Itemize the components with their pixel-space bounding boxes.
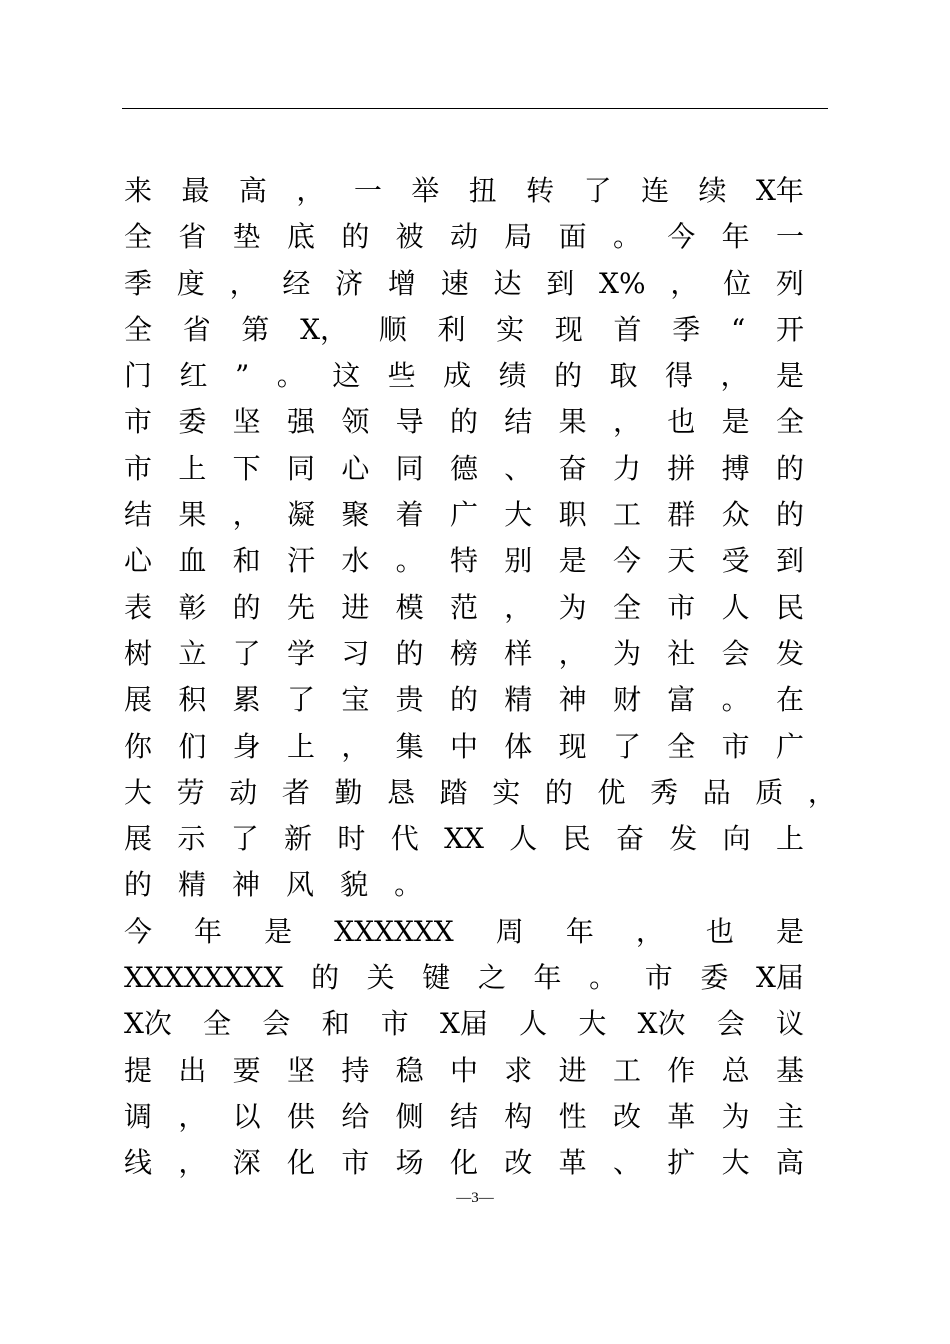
text-token: 民 <box>562 822 591 856</box>
text-line <box>124 446 804 492</box>
text-token: 。 <box>276 359 305 393</box>
text-token: 的 <box>449 683 478 717</box>
text-token: 为 <box>721 1099 750 1133</box>
text-token: 树 <box>124 636 153 670</box>
text-token: 领 <box>341 405 370 439</box>
text-token: 体 <box>504 729 533 763</box>
text-token: 成 <box>443 359 472 393</box>
text-token: 劳 <box>176 775 205 809</box>
text-token: 汗 <box>286 544 315 578</box>
text-token: 大 <box>578 1007 607 1041</box>
text-token: 力 <box>612 451 641 485</box>
text-token: ， <box>178 1146 207 1180</box>
text-token: 、 <box>612 1146 641 1180</box>
text-token: 关 <box>366 961 395 995</box>
text-token: 和 <box>232 544 261 578</box>
text-token: 强 <box>286 405 315 439</box>
text-token: 立 <box>178 636 207 670</box>
text-token: 以 <box>232 1099 261 1133</box>
text-token: 别 <box>504 544 533 578</box>
text-token: 动 <box>229 775 258 809</box>
text-token: 同 <box>395 451 424 485</box>
text-token: X次 <box>124 1007 172 1041</box>
text-token: 市 <box>341 1146 370 1180</box>
text-token: 今 <box>124 914 153 948</box>
text-token: 今 <box>667 220 696 254</box>
text-token: 搏 <box>721 451 750 485</box>
text-token: 的 <box>124 868 153 902</box>
text-token: ， <box>558 636 587 670</box>
text-token: ， <box>807 775 836 809</box>
text-token: 为 <box>558 590 587 624</box>
text-token: 稳 <box>395 1053 424 1087</box>
text-token: ， <box>296 174 325 207</box>
text-token: 季 <box>124 266 153 300</box>
text-token: 。 <box>589 961 618 995</box>
text-token: 彰 <box>178 590 207 624</box>
text-token: 水 <box>341 544 370 578</box>
text-token: 一 <box>353 174 382 207</box>
text-token: 的 <box>775 451 804 485</box>
text-token: 代 <box>390 822 419 856</box>
text-token: 特 <box>449 544 478 578</box>
text-token: 们 <box>178 729 207 763</box>
text-token: 的 <box>232 590 261 624</box>
text-token: 心 <box>341 451 370 485</box>
text-token: 革 <box>667 1099 696 1133</box>
text-token: 化 <box>449 1146 478 1180</box>
text-token: 一 <box>775 220 804 254</box>
text-line <box>124 909 804 955</box>
text-token: 同 <box>286 451 315 485</box>
text-token: 坚 <box>286 1053 315 1087</box>
text-token: 果 <box>178 498 207 532</box>
text-token: ， <box>720 359 749 393</box>
text-token: 的 <box>544 775 573 809</box>
body-text <box>124 168 836 1187</box>
text-token: 范 <box>449 590 478 624</box>
text-token: ， <box>504 590 533 624</box>
text-token: 基 <box>775 1053 804 1087</box>
text-token: 续 <box>698 174 727 207</box>
text-token: XXXXXXXX <box>124 961 284 995</box>
text-token: 发 <box>669 822 698 856</box>
text-token: 模 <box>395 590 424 624</box>
text-line <box>124 1094 804 1140</box>
text-token: 持 <box>341 1053 370 1087</box>
text-line <box>124 538 804 584</box>
text-token: 着 <box>395 498 424 532</box>
text-token: 会 <box>716 1007 745 1041</box>
text-token: 全 <box>124 312 153 346</box>
text-token: 实 <box>492 775 521 809</box>
text-token: 在 <box>775 683 804 717</box>
text-token: 者 <box>281 775 310 809</box>
text-token: 贵 <box>395 683 424 717</box>
text-token: 现 <box>554 312 583 346</box>
text-token: ， <box>229 266 258 300</box>
text-token: 聚 <box>341 498 370 532</box>
text-token: 广 <box>449 498 478 532</box>
text-token: 济 <box>335 266 364 300</box>
text-token: 年 <box>533 961 562 995</box>
text-token: 市 <box>124 405 153 439</box>
text-token: 门 <box>124 359 153 393</box>
text-token: 德 <box>449 451 478 485</box>
text-token: X， <box>300 312 349 346</box>
text-token: 是 <box>775 914 804 948</box>
text-token: 果 <box>558 405 587 439</box>
text-token: 学 <box>286 636 315 670</box>
text-token: 年 <box>194 914 223 948</box>
text-token: 表 <box>124 590 153 624</box>
text-token: 举 <box>411 174 440 207</box>
text-token: 工 <box>612 1053 641 1087</box>
text-token: 列 <box>775 266 804 300</box>
text-token: 构 <box>504 1099 533 1133</box>
text-token: 大 <box>124 775 153 809</box>
text-token: 你 <box>124 729 153 763</box>
text-token: 是 <box>264 914 293 948</box>
text-token: 扩 <box>667 1146 696 1180</box>
text-token: 改 <box>612 1099 641 1133</box>
text-token: 的 <box>554 359 583 393</box>
text-token: 提 <box>124 1053 153 1087</box>
text-token: 为 <box>612 636 641 670</box>
text-token: 也 <box>667 405 696 439</box>
text-token: “ <box>730 312 746 346</box>
text-token: 心 <box>124 544 153 578</box>
text-token: ” <box>234 359 250 393</box>
text-token: 神 <box>232 868 261 902</box>
text-token: 受 <box>721 544 750 578</box>
text-token: 大 <box>504 498 533 532</box>
text-token: 得 <box>665 359 694 393</box>
text-token: 到 <box>775 544 804 578</box>
text-token: 了 <box>232 636 261 670</box>
text-token: 是 <box>775 359 804 393</box>
text-token: 绩 <box>498 359 527 393</box>
text-token: 财 <box>612 683 641 717</box>
page-number: —3— <box>456 1190 494 1206</box>
text-token: 键 <box>422 961 451 995</box>
text-token: 的 <box>311 961 340 995</box>
text-token: X届 <box>755 961 804 995</box>
text-line <box>124 214 804 260</box>
text-token: 质 <box>755 775 784 809</box>
text-token: 市 <box>667 590 696 624</box>
text-token: 的 <box>775 498 804 532</box>
text-token: 上 <box>178 451 207 485</box>
text-token: 第 <box>241 312 270 346</box>
text-token: X年 <box>755 174 804 207</box>
text-token: 人 <box>721 590 750 624</box>
text-token: 工 <box>612 498 641 532</box>
text-token: 坚 <box>232 405 261 439</box>
text-token: 连 <box>641 174 670 207</box>
text-token: 发 <box>775 636 804 670</box>
text-token: 风 <box>286 868 315 902</box>
text-token: 经 <box>282 266 311 300</box>
text-line <box>124 862 804 908</box>
text-token: 结 <box>504 405 533 439</box>
text-token: 些 <box>387 359 416 393</box>
text-token: 位 <box>723 266 752 300</box>
text-token: 市 <box>380 1007 409 1041</box>
text-token: 上 <box>286 729 315 763</box>
text-token: 总 <box>721 1053 750 1087</box>
text-token: 速 <box>440 266 469 300</box>
text-token: 导 <box>395 405 424 439</box>
text-token: 大 <box>721 1146 750 1180</box>
text-token: 深 <box>232 1146 261 1180</box>
text-token: 中 <box>449 729 478 763</box>
text-token: 市 <box>721 729 750 763</box>
text-token: 改 <box>504 1146 533 1180</box>
text-token: ， <box>178 1099 207 1133</box>
text-token: 时 <box>337 822 366 856</box>
text-token: 是 <box>721 405 750 439</box>
text-token: 血 <box>178 544 207 578</box>
text-token: 恳 <box>387 775 416 809</box>
text-token: 全 <box>612 590 641 624</box>
text-token: 是 <box>558 544 587 578</box>
text-line <box>124 1001 804 1047</box>
text-token: 底 <box>286 220 315 254</box>
text-token: 先 <box>286 590 315 624</box>
text-token: XXXXXX <box>334 914 454 948</box>
text-token: 取 <box>609 359 638 393</box>
text-token: 季 <box>672 312 701 346</box>
text-token: 供 <box>286 1099 315 1133</box>
text-token: 拼 <box>667 451 696 485</box>
text-token: 凝 <box>286 498 315 532</box>
text-line <box>124 724 804 770</box>
text-token: 达 <box>493 266 522 300</box>
text-token: 群 <box>667 498 696 532</box>
text-token: 下 <box>232 451 261 485</box>
text-token: 要 <box>232 1053 261 1087</box>
text-token: 社 <box>667 636 696 670</box>
text-token: 。 <box>394 868 423 902</box>
text-token: 动 <box>449 220 478 254</box>
text-token: 职 <box>558 498 587 532</box>
text-token: 精 <box>504 683 533 717</box>
text-token: 貌 <box>340 868 369 902</box>
text-token: 求 <box>504 1053 533 1087</box>
text-line <box>124 168 804 214</box>
text-token: 性 <box>558 1099 587 1133</box>
text-token: 示 <box>177 822 206 856</box>
text-token: 上 <box>775 822 804 856</box>
text-token: 利 <box>437 312 466 346</box>
text-token: 秀 <box>650 775 679 809</box>
text-token: 品 <box>702 775 731 809</box>
text-token: 出 <box>178 1053 207 1087</box>
text-token: 和 <box>321 1007 350 1041</box>
text-token: 红 <box>179 359 208 393</box>
text-token: ， <box>635 914 664 948</box>
text-token: X次 <box>637 1007 686 1041</box>
text-token: 垫 <box>232 220 261 254</box>
text-line <box>124 492 804 538</box>
text-line <box>124 399 804 445</box>
text-token: 进 <box>341 590 370 624</box>
text-line <box>124 677 804 723</box>
text-line <box>124 585 804 631</box>
text-token: 调 <box>124 1099 153 1133</box>
text-token: 进 <box>558 1053 587 1087</box>
text-token: 顺 <box>378 312 407 346</box>
text-token: 人 <box>509 822 538 856</box>
text-token: 精 <box>178 868 207 902</box>
text-token: 转 <box>526 174 555 207</box>
text-line <box>124 307 804 353</box>
header-rule <box>122 108 828 109</box>
text-token: 实 <box>496 312 525 346</box>
text-token: 作 <box>667 1053 696 1087</box>
text-token: 习 <box>341 636 370 670</box>
text-token: 线 <box>124 1146 153 1180</box>
text-token: 新 <box>284 822 313 856</box>
text-line <box>124 1048 804 1094</box>
text-token: 展 <box>124 683 153 717</box>
text-token: 年 <box>565 914 594 948</box>
text-token: 局 <box>504 220 533 254</box>
text-token: 身 <box>232 729 261 763</box>
text-token: 来 <box>124 174 153 207</box>
text-token: 。 <box>612 220 641 254</box>
text-line <box>124 816 804 862</box>
text-token: 周 <box>495 914 524 948</box>
text-token: X届 <box>440 1007 488 1041</box>
text-token: 众 <box>721 498 750 532</box>
text-token: 了 <box>230 822 259 856</box>
text-token: 化 <box>286 1146 315 1180</box>
text-token: 勤 <box>334 775 363 809</box>
text-line <box>124 261 804 307</box>
text-token: 榜 <box>449 636 478 670</box>
text-token: 面 <box>558 220 587 254</box>
text-token: 踏 <box>439 775 468 809</box>
text-token: 增 <box>387 266 416 300</box>
text-line <box>124 631 804 677</box>
text-token: 奋 <box>615 822 644 856</box>
text-token: 全 <box>667 729 696 763</box>
text-token: 结 <box>449 1099 478 1133</box>
text-token: 。 <box>721 683 750 717</box>
text-line <box>124 1140 804 1186</box>
text-token: 开 <box>775 312 804 346</box>
text-token: 最 <box>181 174 210 207</box>
text-token: 民 <box>775 590 804 624</box>
text-token: 了 <box>583 174 612 207</box>
text-token: 侧 <box>395 1099 424 1133</box>
text-token: 会 <box>721 636 750 670</box>
text-token: 高 <box>775 1146 804 1180</box>
text-token: 场 <box>395 1146 424 1180</box>
text-token: ， <box>232 498 261 532</box>
text-token: XX <box>444 822 484 856</box>
text-token: 的 <box>449 405 478 439</box>
text-token: 度 <box>176 266 205 300</box>
text-token: 议 <box>775 1007 804 1041</box>
text-token: 全 <box>775 405 804 439</box>
text-token: 奋 <box>558 451 587 485</box>
text-token: 的 <box>395 636 424 670</box>
text-token: 样 <box>504 636 533 670</box>
text-token: 、 <box>504 451 533 485</box>
text-token: 神 <box>558 683 587 717</box>
text-token: 首 <box>613 312 642 346</box>
text-token: 宝 <box>341 683 370 717</box>
text-token: 被 <box>395 220 424 254</box>
text-token: 积 <box>178 683 207 717</box>
text-token: 给 <box>341 1099 370 1133</box>
text-token: 市 <box>644 961 673 995</box>
text-token: 展 <box>124 822 153 856</box>
text-token: 中 <box>449 1053 478 1087</box>
text-token: 委 <box>178 405 207 439</box>
text-token: 向 <box>722 822 751 856</box>
text-token: ， <box>341 729 370 763</box>
text-token: 富 <box>667 683 696 717</box>
text-token: 集 <box>395 729 424 763</box>
text-token: 广 <box>775 729 804 763</box>
text-token: 扭 <box>468 174 497 207</box>
text-token: ， <box>612 405 641 439</box>
text-token: 累 <box>232 683 261 717</box>
text-token: 。 <box>395 544 424 578</box>
text-token: 全 <box>203 1007 232 1041</box>
text-token: 天 <box>667 544 696 578</box>
text-token: 主 <box>775 1099 804 1133</box>
text-token: 高 <box>238 174 267 207</box>
text-line <box>124 955 804 1001</box>
text-token: 之 <box>477 961 506 995</box>
text-token: 会 <box>262 1007 291 1041</box>
text-token: 省 <box>182 312 211 346</box>
text-token: 年 <box>721 220 750 254</box>
text-token: X% <box>599 266 646 300</box>
text-token: 人 <box>519 1007 548 1041</box>
text-token: 这 <box>332 359 361 393</box>
text-token: 今 <box>612 544 641 578</box>
text-line <box>124 770 836 816</box>
text-token: 了 <box>612 729 641 763</box>
text-token: 市 <box>124 451 153 485</box>
text-token: 结 <box>124 498 153 532</box>
text-token: ， <box>670 266 699 300</box>
text-token: 到 <box>546 266 575 300</box>
text-line <box>124 353 804 399</box>
text-token: 省 <box>178 220 207 254</box>
text-token: 革 <box>558 1146 587 1180</box>
text-token: 优 <box>597 775 626 809</box>
text-token: 的 <box>341 220 370 254</box>
text-token: 也 <box>705 914 734 948</box>
text-token: 全 <box>124 220 153 254</box>
text-token: 委 <box>700 961 729 995</box>
text-token: 了 <box>286 683 315 717</box>
text-token: 现 <box>558 729 587 763</box>
